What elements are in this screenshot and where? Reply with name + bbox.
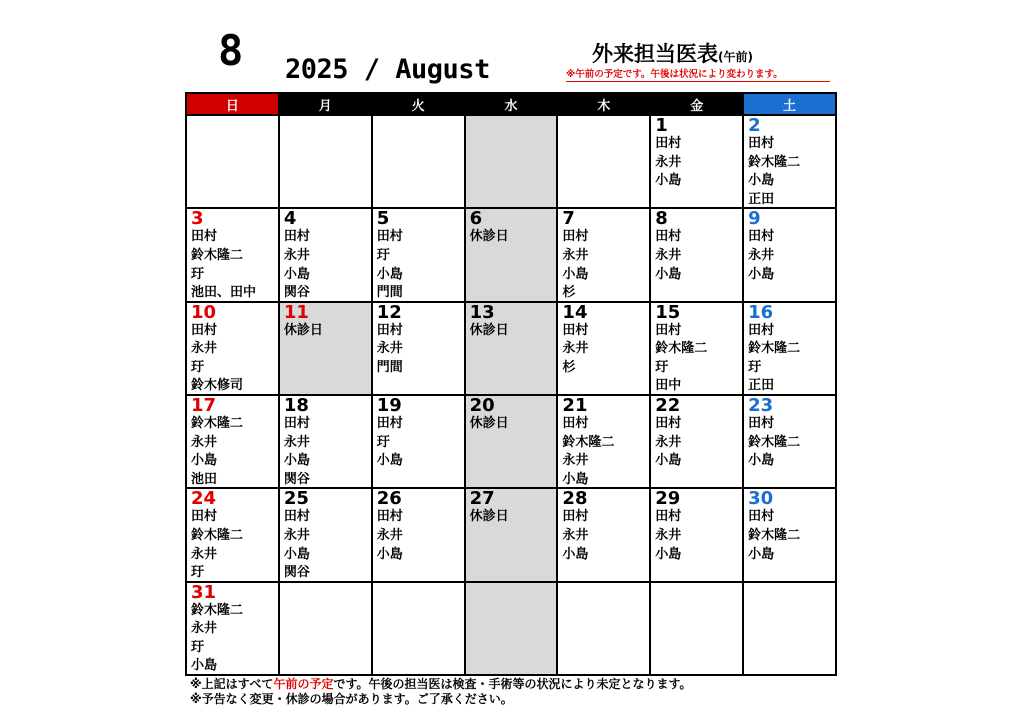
doctor-name: 杉 — [562, 359, 576, 375]
doctor-name: 田村 — [748, 136, 775, 151]
doctor-name: 永井 — [562, 453, 589, 469]
doctor-name: 関谷 — [283, 471, 310, 487]
doctor-name: 玗 — [191, 266, 205, 282]
calendar-day-cell — [466, 303, 557, 394]
doctor-name: 杉 — [562, 285, 576, 301]
weekday-header: 土 — [744, 94, 835, 114]
calendar-day-cell — [280, 209, 371, 300]
doctor-name: 田村 — [748, 509, 775, 525]
doctor-name: 田村 — [748, 416, 775, 431]
calendar-grid — [185, 92, 837, 676]
doctor-name: 永井 — [191, 434, 218, 450]
doctor-name: 田村 — [376, 416, 403, 431]
day-number: 23 — [748, 396, 774, 416]
doctor-name: 田村 — [562, 509, 589, 525]
weekday-header: 水 — [466, 94, 557, 114]
calendar-day-cell — [466, 209, 557, 300]
note-underline — [566, 81, 830, 82]
day-number: 13 — [469, 302, 495, 323]
day-number: 12 — [376, 302, 402, 323]
day-number: 22 — [655, 396, 681, 416]
calendar-day-cell — [280, 396, 371, 487]
doctor-name: 田村 — [655, 229, 682, 245]
day-number: 19 — [376, 396, 402, 416]
calendar-day-cell — [651, 583, 742, 674]
calendar-day-cell — [373, 209, 464, 300]
doctor-name: 鈴木隆二 — [748, 434, 801, 450]
doctor-name: 鈴木隆二 — [562, 434, 615, 450]
doctor-name: 小島 — [191, 658, 218, 674]
day-number: 9 — [748, 209, 761, 230]
day-number: 27 — [469, 489, 495, 510]
doctor-name: 鈴木修司 — [191, 378, 244, 394]
doctor-name: 正田 — [748, 191, 775, 207]
day-number: 10 — [191, 302, 217, 323]
doctor-name: 永井 — [562, 341, 589, 357]
closed-day-label: 休診日 — [469, 229, 509, 245]
doctor-name: 小島 — [562, 266, 589, 282]
calendar-day-cell — [187, 303, 278, 394]
doctor-name: 永井 — [562, 247, 589, 263]
doctor-name: 田村 — [562, 229, 589, 245]
day-number: 17 — [191, 396, 217, 416]
calendar-day-cell — [651, 116, 742, 207]
doctor-name: 鈴木隆二 — [748, 527, 801, 543]
calendar-day-cell — [280, 489, 371, 580]
calendar-day-cell — [558, 116, 649, 207]
day-number: 8 — [655, 209, 668, 230]
calendar-day-cell — [744, 489, 835, 580]
doctor-name: 小島 — [655, 546, 682, 562]
calendar-day-cell — [466, 116, 557, 207]
doctor-name: 玗 — [376, 434, 390, 450]
calendar-day-cell — [651, 303, 742, 394]
doctor-name: 門間 — [376, 359, 403, 375]
doctor-name: 小島 — [655, 453, 682, 469]
day-number: 1 — [655, 116, 668, 136]
footer-line-1 — [190, 677, 692, 692]
closed-day-label: 休診日 — [469, 416, 509, 431]
calendar-day-cell — [466, 583, 557, 674]
schedule-title: 外来担当医表 — [592, 42, 718, 66]
weekday-header: 日 — [187, 94, 278, 114]
doctor-name: 永井 — [191, 621, 218, 637]
calendar-day-cell — [558, 583, 649, 674]
doctor-name: 小島 — [748, 453, 775, 469]
doctor-name: 永井 — [655, 154, 682, 170]
calendar-day-cell — [651, 396, 742, 487]
doctor-name: 門間 — [376, 285, 403, 301]
day-number: 11 — [283, 302, 309, 323]
doctor-name: 永井 — [283, 434, 310, 450]
day-number: 16 — [748, 302, 774, 323]
doctor-name: 田村 — [191, 229, 218, 245]
doctor-name: 田村 — [655, 509, 682, 525]
doctor-name: 田村 — [191, 509, 218, 525]
doctor-name: 鈴木隆二 — [655, 341, 708, 357]
calendar-day-cell — [373, 583, 464, 674]
weekday-header: 木 — [558, 94, 649, 114]
day-number: 29 — [655, 489, 681, 510]
day-number: 28 — [562, 489, 588, 510]
doctor-name: 玗 — [191, 565, 205, 581]
doctor-name: 田村 — [562, 322, 589, 338]
doctor-name: 小島 — [655, 266, 682, 282]
doctor-name: 池田 — [191, 471, 218, 487]
day-number: 14 — [562, 302, 588, 323]
day-number: 21 — [562, 396, 588, 416]
calendar-day-cell — [558, 489, 649, 580]
calendar-day-cell — [651, 209, 742, 300]
doctor-name: 小島 — [283, 266, 310, 282]
day-number: 15 — [655, 302, 681, 323]
calendar-day-cell — [744, 396, 835, 487]
doctor-name: 関谷 — [283, 285, 310, 301]
calendar-day-cell — [280, 583, 371, 674]
doctor-name: 永井 — [376, 527, 403, 543]
doctor-name: 小島 — [283, 546, 310, 562]
doctor-name: 田村 — [283, 229, 310, 245]
doctor-name: 小島 — [376, 546, 403, 562]
doctor-name: 玗 — [748, 359, 762, 375]
doctor-name: 鈴木隆二 — [191, 247, 244, 263]
doctor-name: 小島 — [562, 546, 589, 562]
doctor-name: 永井 — [191, 341, 218, 357]
day-number: 25 — [283, 489, 309, 510]
doctor-name: 小島 — [748, 266, 775, 282]
doctor-name: 田中 — [655, 378, 682, 394]
weekday-header: 火 — [373, 94, 464, 114]
footer-line-1-pre: ※上記はすべて — [190, 677, 274, 691]
doctor-name: 小島 — [748, 173, 775, 189]
doctor-name: 田村 — [191, 322, 218, 338]
doctor-name: 鈴木隆二 — [191, 416, 244, 431]
calendar-day-cell — [744, 303, 835, 394]
year-month-title: 2025 / August — [285, 54, 490, 85]
doctor-name: 田村 — [283, 416, 310, 431]
doctor-name: 田村 — [376, 322, 403, 338]
day-number: 30 — [748, 489, 774, 510]
doctor-name: 田村 — [376, 509, 403, 525]
doctor-name: 永井 — [655, 434, 682, 450]
day-number: 31 — [191, 582, 217, 603]
doctor-name: 永井 — [748, 247, 775, 263]
doctor-name: 玗 — [655, 359, 669, 375]
doctor-name: 鈴木隆二 — [191, 527, 244, 543]
calendar-day-cell — [558, 209, 649, 300]
doctor-name: 玗 — [376, 247, 390, 263]
calendar-day-cell — [187, 116, 278, 207]
calendar-day-cell — [744, 209, 835, 300]
footer-notes — [190, 677, 692, 707]
doctor-name: 小島 — [191, 453, 218, 469]
weekday-header: 金 — [651, 94, 742, 114]
doctor-name: 関谷 — [283, 565, 310, 581]
day-number: 6 — [469, 209, 483, 230]
doctor-name: 小島 — [655, 173, 682, 189]
doctor-name: 小島 — [562, 471, 589, 487]
doctor-name: 永井 — [191, 546, 218, 562]
doctor-name: 鈴木隆二 — [748, 341, 801, 357]
closed-day-label: 休診日 — [469, 322, 509, 338]
day-number: 3 — [191, 209, 204, 230]
footer-line-1-post: です。午後の担当医は検査・手術等の状況により未定となります。 — [333, 677, 692, 691]
calendar-day-cell — [187, 583, 278, 674]
doctor-name: 田村 — [283, 509, 310, 525]
doctor-name: 小島 — [748, 546, 775, 562]
doctor-name: 田村 — [655, 322, 682, 338]
calendar-day-cell — [466, 489, 557, 580]
doctor-name: 田村 — [748, 322, 775, 338]
calendar-day-cell — [187, 209, 278, 300]
doctor-name: 田村 — [562, 416, 589, 431]
doctor-name: 永井 — [283, 527, 310, 543]
doctor-name: 永井 — [562, 527, 589, 543]
calendar-day-cell — [558, 396, 649, 487]
doctor-name: 小島 — [283, 453, 310, 469]
calendar-day-cell — [651, 489, 742, 580]
schedule-title-sub: (午前) — [718, 50, 753, 64]
calendar-day-cell — [558, 303, 649, 394]
doctor-name: 玗 — [191, 639, 205, 655]
day-number: 20 — [469, 396, 495, 416]
doctor-name: 小島 — [376, 453, 403, 469]
day-number: 18 — [283, 396, 309, 416]
month-number: 8 — [218, 26, 244, 75]
doctor-name: 永井 — [283, 247, 310, 263]
calendar-day-cell — [373, 303, 464, 394]
calendar-day-cell — [373, 116, 464, 207]
doctor-name: 鈴木隆二 — [191, 602, 244, 618]
doctor-name: 鈴木隆二 — [748, 154, 801, 170]
doctor-name: 田村 — [655, 136, 682, 151]
calendar-day-cell — [744, 116, 835, 207]
calendar-day-cell — [187, 396, 278, 487]
doctor-name: 永井 — [655, 247, 682, 263]
doctor-name: 田村 — [655, 416, 682, 431]
closed-day-label: 休診日 — [469, 509, 509, 525]
calendar-day-cell — [187, 489, 278, 580]
closed-day-label: 休診日 — [283, 322, 323, 338]
schedule-title-block — [592, 44, 753, 65]
morning-note: ※午前の予定です。午後は状況により変わります。 — [566, 69, 783, 80]
footer-line-2: ※予告なく変更・休診の場合があります。ご了承ください。 — [190, 692, 513, 706]
calendar-day-cell — [373, 396, 464, 487]
calendar-day-cell — [280, 303, 371, 394]
doctor-name: 田村 — [376, 229, 403, 245]
day-number: 26 — [376, 489, 402, 510]
doctor-name: 玗 — [191, 359, 205, 375]
day-number: 2 — [748, 116, 761, 136]
day-number: 5 — [376, 209, 390, 230]
doctor-name: 永井 — [376, 341, 403, 357]
calendar-day-cell — [373, 489, 464, 580]
doctor-name: 田村 — [748, 229, 775, 245]
calendar-day-cell — [280, 116, 371, 207]
doctor-name: 小島 — [376, 266, 403, 282]
calendar-day-cell — [744, 583, 835, 674]
day-number: 7 — [562, 209, 575, 230]
doctor-name: 池田、田中 — [191, 285, 257, 301]
day-number: 4 — [283, 209, 297, 230]
footer-line-1-highlight: 午前の予定 — [273, 677, 334, 691]
doctor-name: 永井 — [655, 527, 682, 543]
calendar-day-cell — [466, 396, 557, 487]
day-number: 24 — [191, 489, 217, 510]
doctor-name: 正田 — [748, 378, 775, 394]
weekday-header: 月 — [280, 94, 371, 114]
